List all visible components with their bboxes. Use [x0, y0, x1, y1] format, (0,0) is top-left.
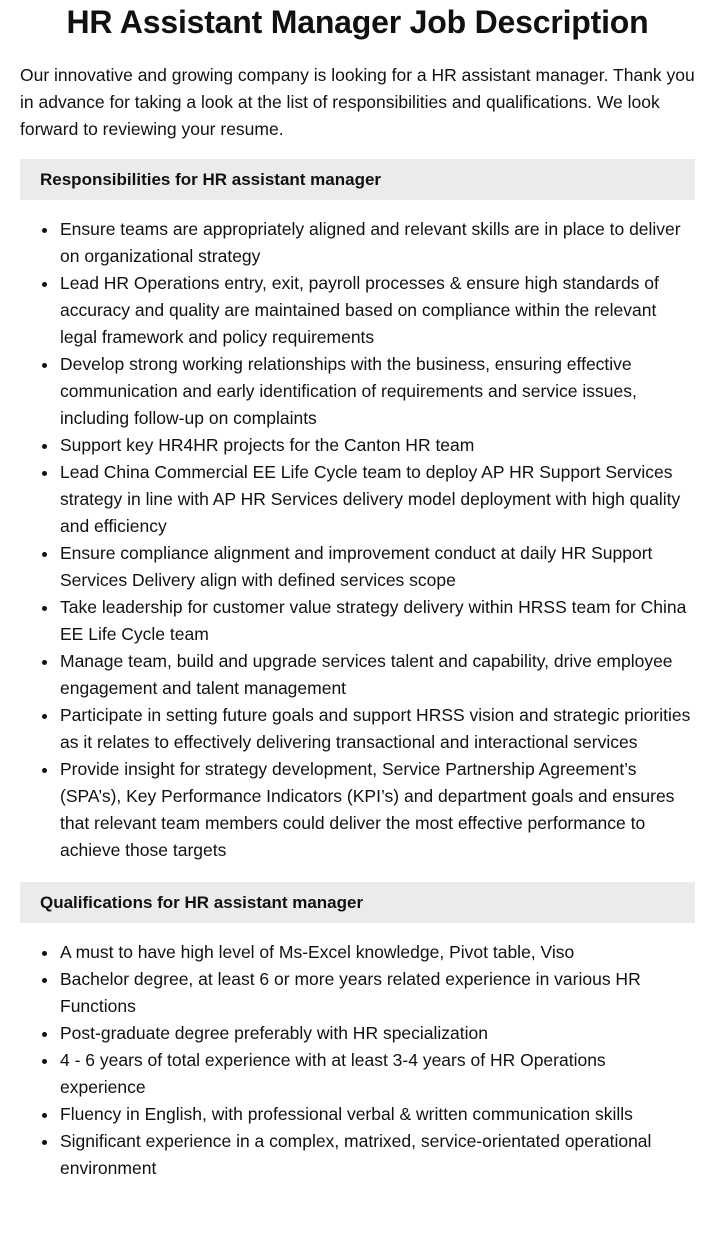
- list-item: 4 - 6 years of total experience with at least 3-4 years of HR Operations experience: [60, 1047, 695, 1101]
- qualifications-heading: Qualifications for HR assistant manager: [20, 882, 695, 923]
- list-item: Manage team, build and upgrade services talent and capability, drive employee engagement and talent management: [60, 648, 695, 702]
- list-item: Post-graduate degree preferably with HR specialization: [60, 1020, 695, 1047]
- list-item: Ensure teams are appropriately aligned and relevant skills are in place to deliver on organizational strategy: [60, 216, 695, 270]
- list-item: Ensure compliance alignment and improvement conduct at daily HR Support Services Delivery align with defined services scope: [60, 540, 695, 594]
- list-item: Develop strong working relationships with the business, ensuring effective communication and early identification of requirements and service issues, including follow-up on complaints: [60, 351, 695, 432]
- list-item: Participate in setting future goals and support HRSS vision and strategic priorities as it relates to effectively delivering transactional and interactional services: [60, 702, 695, 756]
- responsibilities-heading: Responsibilities for HR assistant manager: [20, 159, 695, 200]
- list-item: A must to have high level of Ms-Excel knowledge, Pivot table, Viso: [60, 939, 695, 966]
- list-item: Support key HR4HR projects for the Canton HR team: [60, 432, 695, 459]
- page-title: HR Assistant Manager Job Description: [66, 4, 649, 40]
- list-item: Fluency in English, with professional verbal & written communication skills: [60, 1101, 695, 1128]
- list-item: Bachelor degree, at least 6 or more years related experience in various HR Functions: [60, 966, 695, 1020]
- list-item: Take leadership for customer value strategy delivery within HRSS team for China EE Life Cycle team: [60, 594, 695, 648]
- list-item: Lead China Commercial EE Life Cycle team to deploy AP HR Support Services strategy in line with AP HR Services delivery model deployment with high quality and efficiency: [60, 459, 695, 540]
- intro-paragraph: Our innovative and growing company is looking for a HR assistant manager. Thank you in advance for taking a look at the list of responsibilities and qualifications. We look forward to reviewing your resume.: [20, 65, 695, 139]
- list-item: Provide insight for strategy development, Service Partnership Agreement’s (SPA’s), Key Performance Indicators (KPI’s) and department goals and ensures that relevant team members could deliver the most effective performance to achieve those targets: [60, 756, 695, 864]
- list-item: Significant experience in a complex, matrixed, service-orientated operational environment: [60, 1128, 695, 1182]
- list-item: Lead HR Operations entry, exit, payroll processes & ensure high standards of accuracy and quality are maintained based on compliance within the relevant legal framework and policy requirements: [60, 270, 695, 351]
- qualifications-list: [20, 939, 695, 1182]
- responsibilities-list: [20, 216, 695, 864]
